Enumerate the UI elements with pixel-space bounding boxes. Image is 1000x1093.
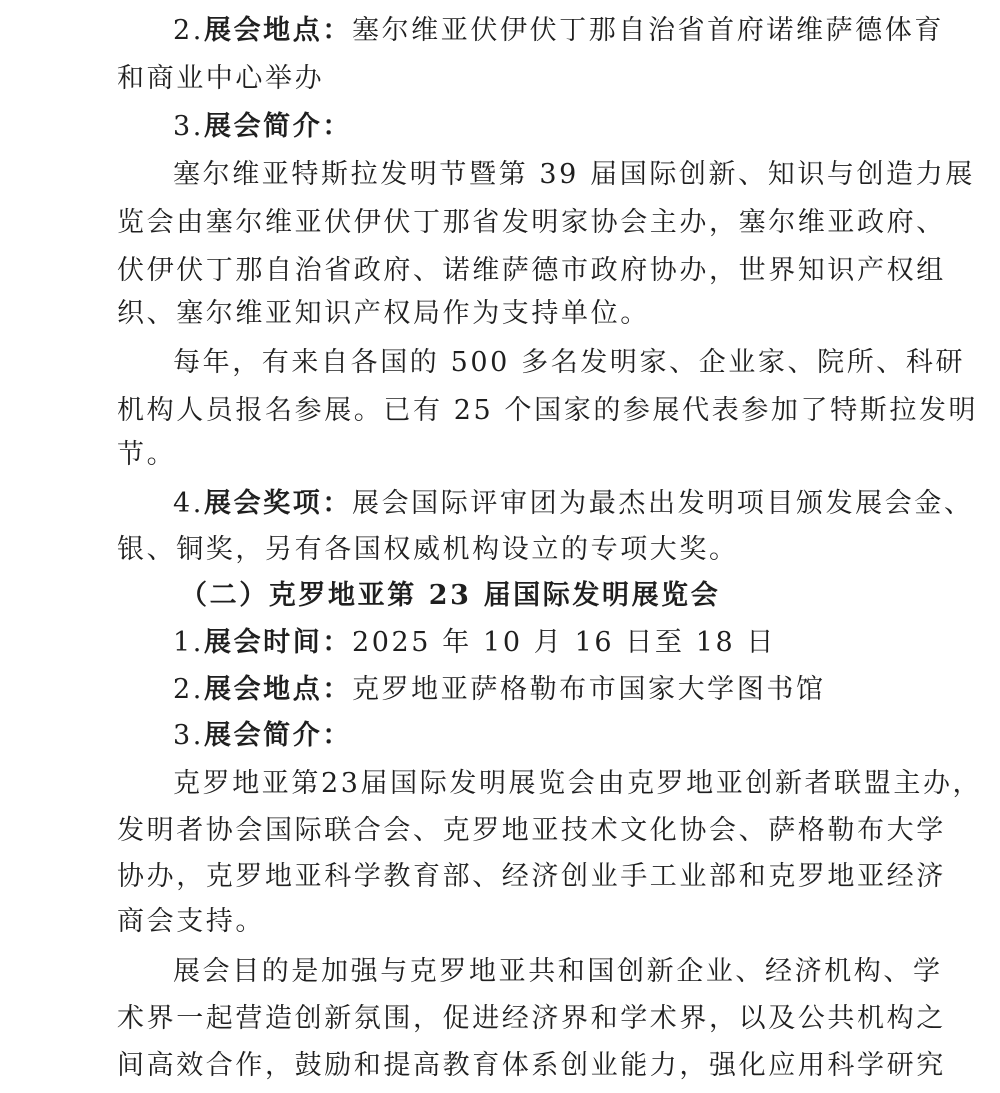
s2-para2-line1: 展会目的是加强与克罗地亚共和国创新企业、经济机构、学 (173, 956, 943, 987)
s1-item4-line1 (173, 487, 974, 521)
s2-heading: （二）克罗地亚第 23 届国际发明展览会 (180, 580, 721, 611)
s2-para1-line3: 协办，克罗地亚科学教育部、经济创业手工业部和克罗地亚经济 (117, 861, 946, 892)
s2-item2-label: 展会地点： (203, 674, 352, 705)
s2-item2-num: 2. (173, 674, 204, 705)
s1-para1-line1: 塞尔维亚特斯拉发明节暨第 39 届国际创新、知识与创造力展 (173, 159, 975, 190)
s1-item2-label: 展会地点： (203, 15, 352, 46)
s2-item1-value: 2025 年 10 月 16 日至 18 日 (351, 627, 777, 658)
s1-item2-num: 2. (173, 15, 204, 46)
s1-para2-line1: 每年，有来自各国的 500 多名发明家、企业家、院所、科研 (173, 347, 966, 378)
s2-para1-line1: 克罗地亚第23届国际发明展览会由克罗地亚创新者联盟主办， (173, 768, 983, 799)
s1-item3-heading (173, 110, 352, 144)
s1-item4-num: 4. (173, 488, 204, 519)
s2-para2-line2: 术界一起营造创新氛围，促进经济界和学术界，以及公共机构之 (117, 1003, 946, 1034)
s2-item3-num: 3. (173, 720, 204, 751)
s2-item3-heading (173, 719, 352, 753)
s2-para1-line2: 发明者协会国际联合会、克罗地亚技术文化协会、萨格勒布大学 (117, 815, 946, 846)
s2-item2 (173, 673, 826, 707)
s1-para1-line3: 伏伊伏丁那自治省政府、诺维萨德市政府协办，世界知识产权组 (117, 255, 946, 286)
s1-item4-text: 展会国际评审团为最杰出发明项目颁发展会金、 (351, 488, 974, 519)
s1-item2-text: 塞尔维亚伏伊伏丁那自治省首府诺维萨德体育 (351, 15, 944, 46)
s2-item1-num: 1. (173, 627, 204, 658)
s1-para1-line4: 织、塞尔维亚知识产权局作为支持单位。 (117, 298, 650, 329)
s2-item3-label: 展会简介： (203, 720, 352, 751)
s1-item2-line2: 和商业中心举办 (117, 63, 325, 94)
s1-item3-label: 展会简介： (203, 111, 352, 142)
s1-para2-line2: 机构人员报名参展。已有 25 个国家的参展代表参加了特斯拉发明 (117, 395, 979, 426)
s2-item1-label: 展会时间： (203, 627, 352, 658)
s1-item2-line1 (173, 14, 944, 48)
s1-para2-line3: 节。 (117, 439, 177, 470)
s1-item3-num: 3. (173, 111, 204, 142)
s1-item4-line2: 银、铜奖，另有各国权威机构设立的专项大奖。 (117, 534, 739, 565)
s2-para1-line4: 商会支持。 (117, 906, 265, 937)
s2-item1 (173, 626, 776, 660)
s2-para2-line3: 间高效合作，鼓励和提高教育体系创业能力，强化应用科学研究 (117, 1050, 946, 1081)
s2-item2-value: 克罗地亚萨格勒布市国家大学图书馆 (351, 674, 826, 705)
s1-para1-line2: 览会由塞尔维亚伏伊伏丁那省发明家协会主办，塞尔维亚政府、 (117, 207, 946, 238)
s1-item4-label: 展会奖项： (203, 488, 352, 519)
